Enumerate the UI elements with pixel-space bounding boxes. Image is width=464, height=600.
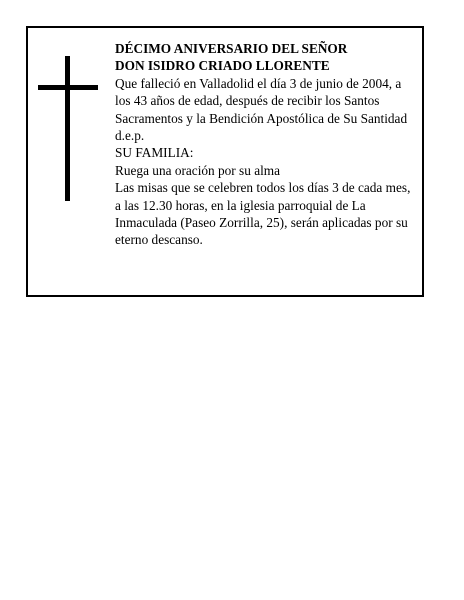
notice-body-line-6: Ruega una oración por su alma xyxy=(115,162,281,178)
notice-body-line-10: eterno descanso. xyxy=(115,232,203,248)
notice-body-line-8: a las 12.30 horas, en la iglesia parroquial de La xyxy=(115,197,366,213)
notice-body-line-9: Inmaculada (Paseo Zorrilla, 25), serán aplicadas por su xyxy=(115,215,408,231)
notice-body-line-4: d.e.p. xyxy=(115,128,145,144)
notice-body-line-3: Sacramentos y la Bendición Apostólica de Su Santidad xyxy=(115,110,408,126)
cross-horizontal-bar xyxy=(38,85,98,90)
notice-body-line-7: Las misas que se celebren todos los días 3 de cada mes, xyxy=(115,180,411,196)
notice-text xyxy=(115,40,420,249)
notice-heading-line-1: DÉCIMO ANIVERSARIO DEL SEÑOR xyxy=(115,41,348,56)
obituary-notice xyxy=(26,26,424,297)
notice-body-line-1: Que falleció en Valladolid el día 3 de junio de 2004, a xyxy=(115,75,402,91)
notice-heading-line-2: DON ISIDRO CRIADO LLORENTE xyxy=(115,58,330,74)
cross-vertical-bar xyxy=(65,56,70,201)
cross-icon xyxy=(38,56,98,201)
notice-body-line-2: los 43 años de edad, después de recibir los Santos xyxy=(115,93,380,109)
notice-family-label: SU FAMILIA: xyxy=(115,145,194,161)
